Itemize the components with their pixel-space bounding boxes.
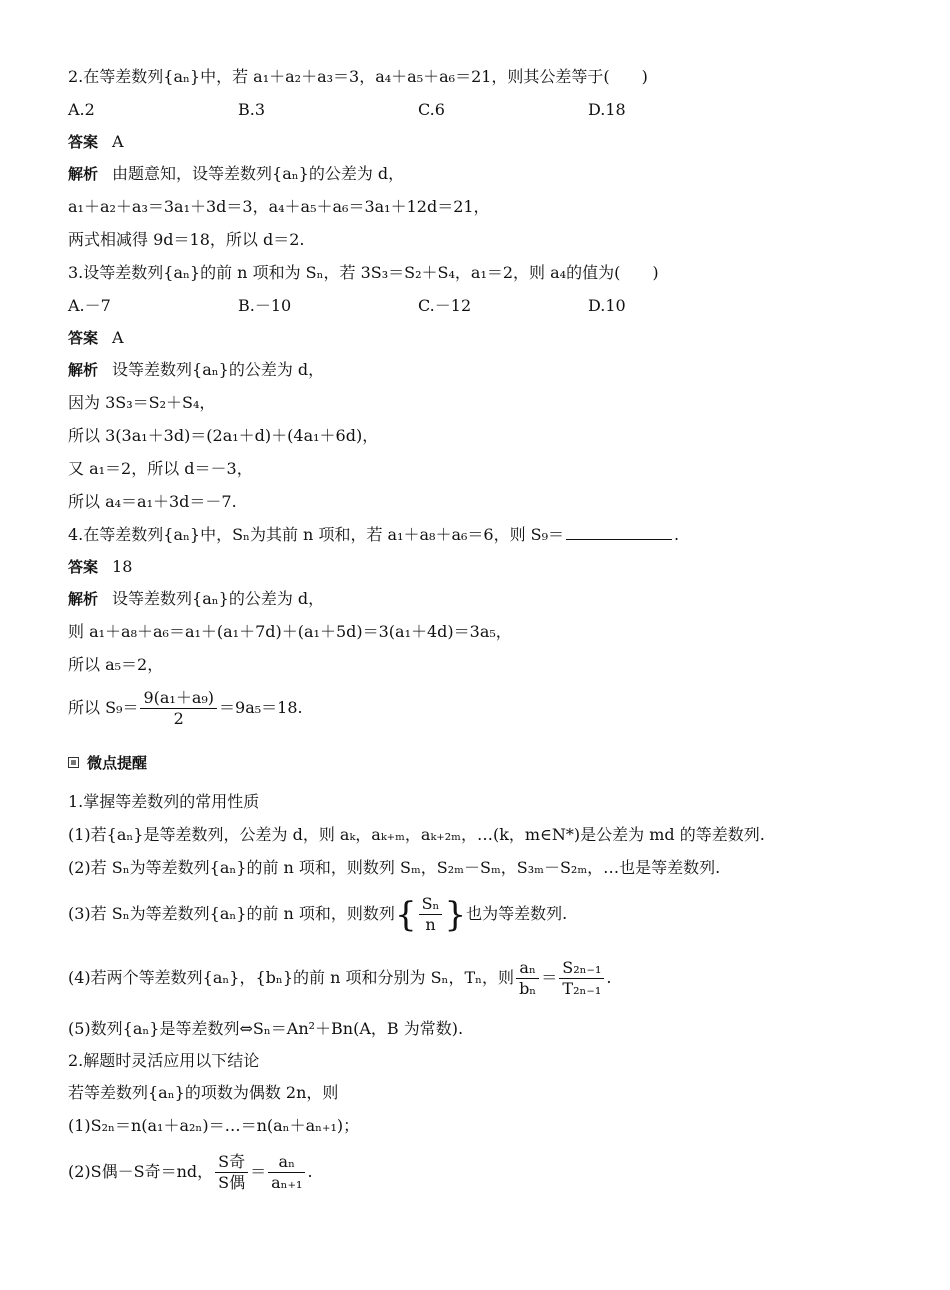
tips-point-2-2	[68, 1150, 313, 1194]
q2-analysis-line-3: 两式相减得 9d＝18，所以 d＝2.	[68, 230, 305, 249]
q3-option-c: C.－12	[418, 296, 472, 315]
s9-fraction-numerator: 9(a₁＋a₉)	[140, 688, 217, 709]
q4-analysis-final	[68, 686, 303, 730]
q3-analysis-line-2: 因为 3S₃＝S₂＋S₄，	[68, 393, 216, 412]
q2-analysis-line-2: a₁＋a₂＋a₃＝3a₁＋3d＝3，a₄＋a₅＋a₆＝3a₁＋12d＝21，	[68, 197, 490, 216]
q2-option-b: B.3	[238, 100, 266, 119]
answer-label: 答案	[68, 558, 99, 576]
equals-sign: ＝	[541, 968, 558, 987]
s-odd-over-s-even-fraction	[215, 1152, 248, 1193]
q3-option-d: D.10	[588, 296, 626, 315]
q2-option-c: C.6	[418, 100, 445, 119]
q4-analysis-line-2: 则 a₁＋a₈＋a₆＝a₁＋(a₁＋7d)＋(a₁＋5d)＝3(a₁＋4d)＝3a₅，	[68, 622, 512, 641]
s-even-denominator: S偶	[218, 1173, 246, 1192]
tips-point-2-1: (1)S₂ₙ＝n(a₁＋a₂ₙ)＝…＝n(aₙ＋aₙ₊₁)；	[68, 1116, 360, 1135]
q4-final-suffix: ＝9a₅＝18.	[219, 698, 303, 717]
s-odd-numerator: S奇	[215, 1152, 248, 1173]
tips-point-1-3-end: 也为等差数列.	[466, 904, 568, 923]
tips-point-1-3-text: (3)若 Sₙ为等差数列{aₙ}的前 n 项和，则数列	[68, 904, 395, 923]
an-numerator: aₙ	[268, 1152, 305, 1173]
q2-answer-row	[68, 131, 124, 153]
analysis-label: 解析	[68, 165, 99, 183]
tips-heading: 微点提醒	[87, 754, 148, 772]
q4-stem-end: .	[674, 525, 680, 544]
t2n-1-denominator: T₂ₙ₋₁	[562, 979, 602, 998]
q4-stem	[68, 524, 679, 546]
q3-analysis-line-5: 所以 a₄＝a₁＋3d＝－7.	[68, 492, 237, 511]
s9-fraction-denominator: 2	[173, 709, 184, 728]
q3-analysis-row	[68, 359, 324, 381]
q4-analysis-line-1: 设等差数列{aₙ}的公差为 d，	[112, 589, 325, 608]
analysis-label: 解析	[68, 590, 99, 608]
equals-sign: ＝	[250, 1162, 267, 1181]
q4-analysis-line-3: 所以 a₅＝2，	[68, 655, 164, 674]
q2-analysis-row	[68, 163, 404, 185]
an-over-bn-fraction	[516, 958, 539, 999]
q2-option-d: D.18	[588, 100, 626, 119]
q2-answer: A	[112, 132, 124, 151]
tips-point-1-4	[68, 956, 612, 1000]
tips-point-2-2-text: (2)S偶－S奇＝nd，	[68, 1162, 214, 1181]
tips-point-1-title: 1.掌握等差数列的常用性质	[68, 792, 260, 811]
q4-answer: 18	[112, 557, 133, 576]
q4-final-prefix: 所以 S₉＝	[68, 698, 139, 717]
q2-stem: 2.在等差数列{aₙ}中，若 a₁＋a₂＋a₃＝3，a₄＋a₅＋a₆＝21，则其公差等于( )	[68, 67, 648, 86]
tips-point-2-2-end: .	[307, 1162, 313, 1181]
q4-stem-text: 4.在等差数列{aₙ}中，Sₙ为其前 n 项和，若 a₁＋a₈＋a₆＝6，则 S₉＝	[68, 525, 565, 544]
bn-denominator: bₙ	[519, 979, 537, 998]
q3-option-b: B.－10	[238, 296, 292, 315]
q2-option-a: A.2	[68, 100, 95, 119]
s-over-t-fraction	[559, 958, 604, 999]
right-brace: }	[444, 894, 467, 935]
tips-point-1-1: (1)若{aₙ}是等差数列，公差为 d，则 aₖ，aₖ₊ₘ，aₖ₊₂ₘ，…(k，m∈N*)是公差为 md 的等差数列.	[68, 825, 765, 844]
s2n-1-numerator: S₂ₙ₋₁	[559, 958, 604, 979]
q3-option-a: A.－7	[68, 296, 111, 315]
q3-analysis-line-4: 又 a₁＝2，所以 d＝－3，	[68, 459, 253, 478]
answer-label: 答案	[68, 329, 99, 347]
q4-analysis-row	[68, 588, 324, 610]
tips-point-2-intro: 若等差数列{aₙ}的项数为偶数 2n，则	[68, 1083, 339, 1102]
answer-blank	[566, 525, 672, 540]
sn-numerator: Sₙ	[419, 894, 443, 915]
tips-point-1-3	[68, 892, 567, 936]
q3-answer-row	[68, 327, 124, 349]
left-brace: {	[394, 894, 417, 935]
q4-answer-row	[68, 556, 132, 578]
tips-point-1-4-text: (4)若两个等差数列{aₙ}，{bₙ}的前 n 项和分别为 Sₙ，Tₙ，则	[68, 968, 515, 987]
tips-point-1-5: (5)数列{aₙ}是等差数列⇔Sₙ＝An²＋Bn(A，B 为常数).	[68, 1019, 464, 1038]
q3-stem: 3.设等差数列{aₙ}的前 n 项和为 Sₙ，若 3S₃＝S₂＋S₄，a₁＝2，则 a₄的值为( )	[68, 263, 659, 282]
an-over-an1-fraction	[268, 1152, 305, 1193]
tips-heading-row	[68, 752, 147, 774]
an1-denominator: aₙ₊₁	[271, 1173, 303, 1192]
answer-label: 答案	[68, 133, 99, 151]
tips-point-1-4-end: .	[606, 968, 612, 987]
tips-point-1-2: (2)若 Sₙ为等差数列{aₙ}的前 n 项和，则数列 Sₘ，S₂ₘ－Sₘ，S₃ₘ－S₂ₘ，…也是等差数列.	[68, 858, 721, 877]
analysis-label: 解析	[68, 361, 99, 379]
q3-analysis-line-3: 所以 3(3a₁＋3d)＝(2a₁＋d)＋(4a₁＋6d)，	[68, 426, 379, 445]
q3-answer: A	[112, 328, 124, 347]
q2-analysis-line-1: 由题意知，设等差数列{aₙ}的公差为 d，	[112, 164, 405, 183]
s9-fraction	[140, 688, 217, 729]
n-denominator: n	[425, 915, 436, 934]
square-bullet-icon	[68, 757, 79, 768]
an-numerator: aₙ	[516, 958, 539, 979]
sn-over-n-fraction	[419, 894, 443, 935]
q3-analysis-line-1: 设等差数列{aₙ}的公差为 d，	[112, 360, 325, 379]
tips-point-2-title: 2.解题时灵活应用以下结论	[68, 1051, 260, 1070]
